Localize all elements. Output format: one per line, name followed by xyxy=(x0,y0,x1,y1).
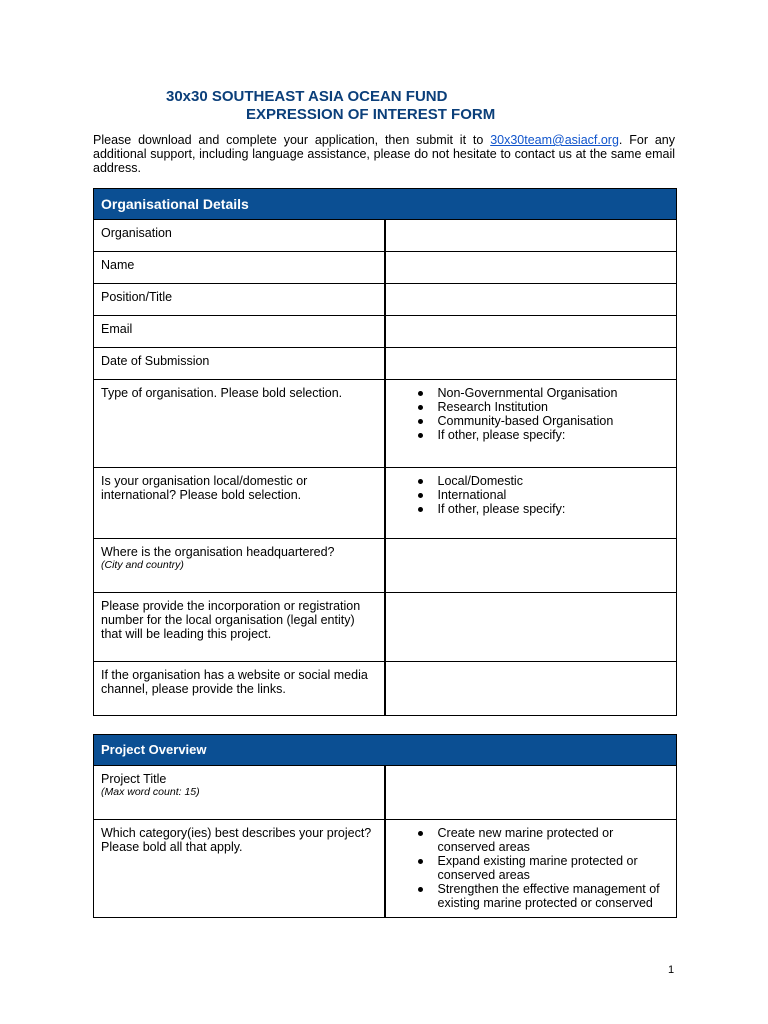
project-category-options xyxy=(400,826,670,910)
headquarters-label xyxy=(94,539,385,593)
project-overview-table xyxy=(93,734,677,918)
option-expand-existing-areas[interactable]: Expand existing marine protected or conserved areas xyxy=(438,854,670,882)
registration-number-field[interactable] xyxy=(385,593,677,662)
contact-email-link[interactable]: 30x30team@asiacf.org xyxy=(490,133,619,147)
registration-number-label: Please provide the incorporation or registration number for the local organisation (legal entity) that will be leading this project. xyxy=(94,593,385,662)
intro-text-before: Please download and complete your application, then submit it to xyxy=(93,133,491,147)
name-field[interactable] xyxy=(385,252,677,284)
page-number: 1 xyxy=(668,964,675,976)
option-international[interactable]: International xyxy=(438,488,670,502)
option-research-institution[interactable]: Research Institution xyxy=(438,400,670,414)
option-scope-other[interactable]: If other, please specify: xyxy=(438,502,670,516)
project-category-label: Which category(ies) best describes your project? Please bold all that apply. xyxy=(94,820,385,918)
organisation-type-field[interactable] xyxy=(385,380,677,468)
position-title-label: Position/Title xyxy=(94,284,385,316)
option-local-domestic[interactable]: Local/Domestic xyxy=(438,474,670,488)
organisation-label: Organisation xyxy=(94,220,385,252)
organisation-scope-options xyxy=(400,474,670,516)
option-ngo[interactable]: Non-Governmental Organisation xyxy=(438,386,670,400)
organisation-field[interactable] xyxy=(385,220,677,252)
website-links-field[interactable] xyxy=(385,662,677,716)
option-create-new-areas[interactable]: Create new marine protected or conserved areas xyxy=(438,826,670,854)
form-title-line1: 30x30 SOUTHEAST ASIA OCEAN FUND xyxy=(166,88,448,105)
option-strengthen-management[interactable]: Strengthen the effective management of existing marine protected or conserved xyxy=(438,882,670,910)
date-of-submission-field[interactable] xyxy=(385,348,677,380)
project-title-hint: (Max word count: 15) xyxy=(101,786,200,798)
intro-text-after: . For any additional support, including language assistance, please do not hesitate to contact us at the same email address. xyxy=(93,133,675,175)
position-title-field[interactable] xyxy=(385,284,677,316)
organisation-type-options xyxy=(400,386,670,442)
option-type-other[interactable]: If other, please specify: xyxy=(438,428,670,442)
project-title-question: Project Title xyxy=(101,772,167,786)
organisation-type-label: Type of organisation. Please bold selection. xyxy=(94,380,385,468)
project-overview-header: Project Overview xyxy=(94,735,677,766)
headquarters-question: Where is the organisation headquartered? xyxy=(101,545,335,559)
date-of-submission-label: Date of Submission xyxy=(94,348,385,380)
organisational-details-table xyxy=(93,188,677,716)
intro-paragraph xyxy=(93,133,675,175)
option-community-based[interactable]: Community-based Organisation xyxy=(438,414,670,428)
project-category-field[interactable] xyxy=(385,820,677,918)
headquarters-field[interactable] xyxy=(385,539,677,593)
website-links-label: If the organisation has a website or social media channel, please provide the links. xyxy=(94,662,385,716)
form-title-line2: EXPRESSION OF INTEREST FORM xyxy=(246,106,496,123)
email-field[interactable] xyxy=(385,316,677,348)
project-title-label xyxy=(94,766,385,820)
email-label: Email xyxy=(94,316,385,348)
project-title-field[interactable] xyxy=(385,766,677,820)
organisational-details-header: Organisational Details xyxy=(94,189,677,220)
name-label: Name xyxy=(94,252,385,284)
organisation-scope-label: Is your organisation local/domestic or international? Please bold selection. xyxy=(94,468,385,539)
organisation-scope-field[interactable] xyxy=(385,468,677,539)
headquarters-hint: (City and country) xyxy=(101,559,184,571)
